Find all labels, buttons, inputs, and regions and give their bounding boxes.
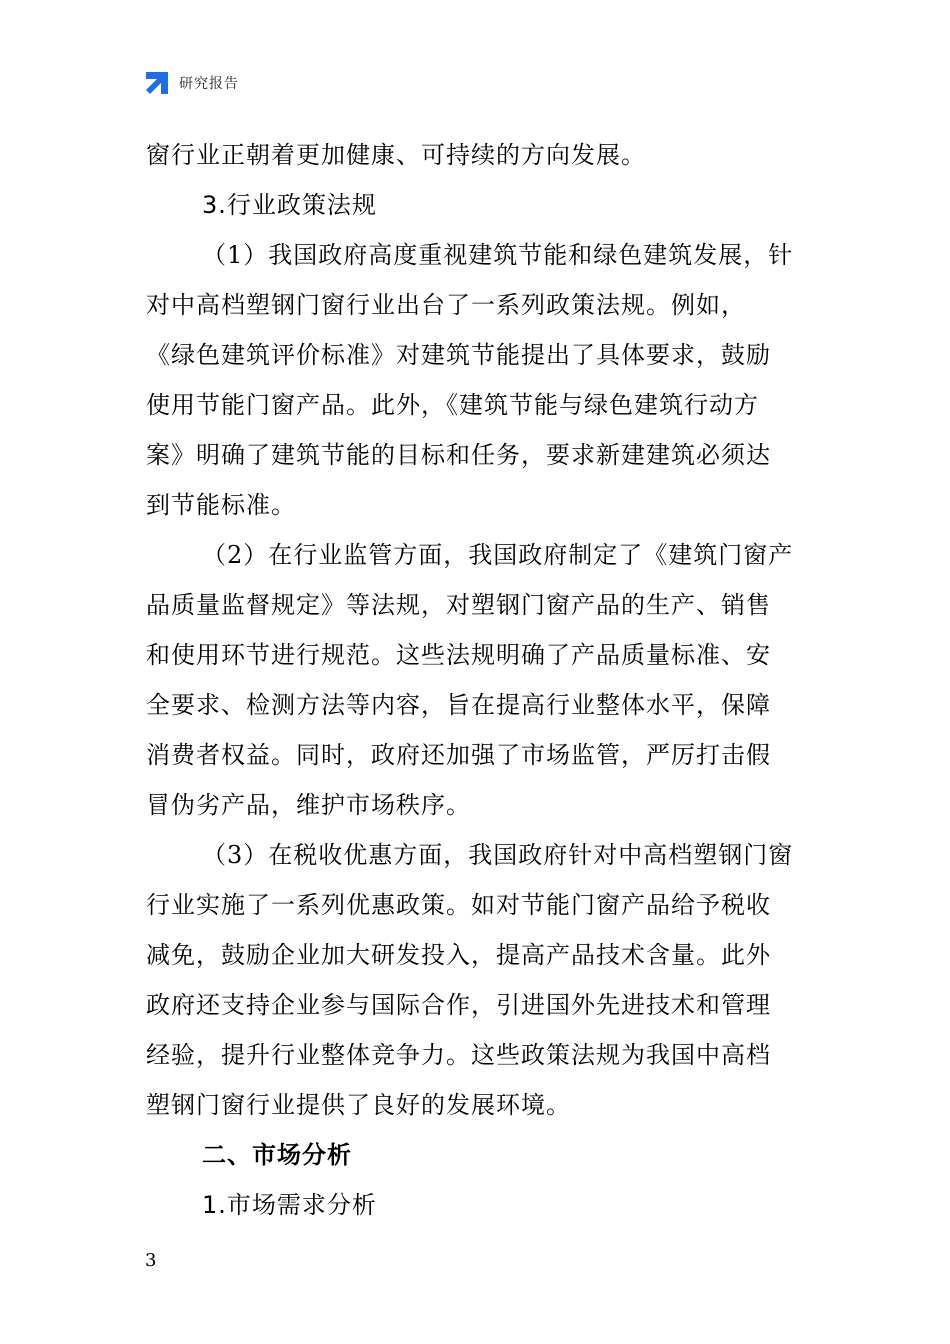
- paragraph-line: 品质量监督规定》等法规，对塑钢门窗产品的生产、销售: [146, 591, 771, 619]
- paragraph-line: 窗行业正朝着更加健康、可持续的方向发展。: [146, 141, 646, 169]
- paragraph-line: （3）在税收优惠方面，我国政府针对中高档塑钢门窗: [202, 841, 794, 869]
- paragraph-line: 冒伪劣产品，维护市场秩序。: [146, 791, 471, 819]
- paragraph-line: 和使用环节进行规范。这些法规明确了产品质量标准、安: [146, 641, 771, 669]
- report-header: [144, 70, 239, 96]
- paragraph-line: 减免，鼓励企业加大研发投入，提高产品技术含量。此外: [146, 941, 771, 969]
- paragraph-line: 使用节能门窗产品。此外，《建筑节能与绿色建筑行动方: [146, 391, 759, 419]
- paragraph-line: 行业实施了一系列优惠政策。如对节能门窗产品给予税收: [146, 891, 771, 919]
- brand-label: 研究报告: [179, 76, 239, 92]
- paragraph-line: 全要求、检测方法等内容，旨在提高行业整体水平，保障: [146, 691, 771, 719]
- section-heading: 1.市场需求分析: [202, 1191, 377, 1219]
- paragraph-line: 对中高档塑钢门窗行业出台了一系列政策法规。例如，: [146, 291, 746, 319]
- paragraph-line: （2）在行业监管方面，我国政府制定了《建筑门窗产: [202, 541, 794, 569]
- page-number: 3: [145, 1250, 157, 1271]
- paragraph-line: 《绿色建筑评价标准》对建筑节能提出了具体要求，鼓励: [146, 341, 771, 369]
- paragraph-line: 经验，提升行业整体竞争力。这些政策法规为我国中高档: [146, 1041, 771, 1069]
- chapter-heading: 二、市场分析: [202, 1141, 352, 1169]
- arrow-logo-icon: [144, 70, 170, 96]
- paragraph-line: 案》明确了建筑节能的目标和任务，要求新建建筑必须达: [146, 441, 771, 469]
- paragraph-line: 塑钢门窗行业提供了良好的发展环境。: [146, 1091, 571, 1119]
- paragraph-line: 消费者权益。同时，政府还加强了市场监管，严厉打击假: [146, 741, 771, 769]
- document-body: [146, 130, 808, 1230]
- paragraph-line: 政府还支持企业参与国际合作，引进国外先进技术和管理: [146, 991, 771, 1019]
- section-heading: 3.行业政策法规: [202, 191, 377, 219]
- paragraph-line: （1）我国政府高度重视建筑节能和绿色建筑发展，针: [202, 241, 794, 269]
- paragraph-line: 到节能标准。: [146, 491, 296, 519]
